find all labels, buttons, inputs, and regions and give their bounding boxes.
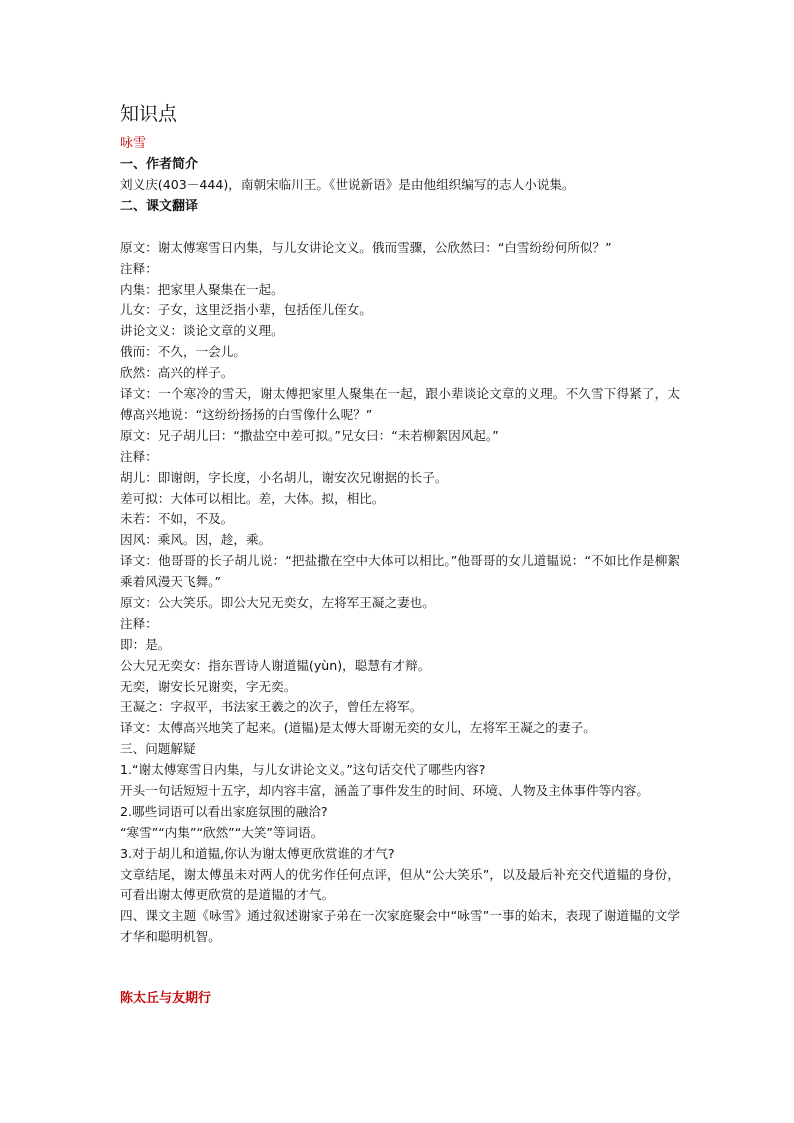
author-intro-text: 刘义庆(403－444)，南朝宋临川王。《世说新语》是由他组织编写的志人小说集。 [120,177,575,192]
question-2: 2.哪些词语可以看出家庭氛围的融洽? [120,803,328,819]
note-item: 欣然：高兴的样子。 [120,365,234,381]
note-item: 公大兄无奕女：指东晋诗人谢道韫(yùn)，聪慧有才辩。 [120,657,431,673]
heading-questions: 三、问题解疑 [120,741,196,757]
answer-3: 文章结尾，谢太傅虽未对两人的优劣作任何点评，但从“公大笑乐”，以及最后补充交代道韫的身份，可看出谢太傅更欣赏的是道韫的才气。 [120,866,680,903]
section-yongxue [120,133,680,948]
page-title: 知识点 [120,103,178,125]
section-title-chentaiqiu: 陈太丘与友期行 [120,991,212,1006]
answer-1: 开头一句话短短十五字，却内容丰富，涵盖了事件发生的时间、环境、人物及主体事件等内容。 [120,783,649,798]
translation-text-3: 译文：太傅高兴地笑了起来。(道韫)是太傅大哥谢无奕的女儿，左将军王凝之的妻子。 [120,720,596,736]
note-item: 王凝之：字叔平，书法家王羲之的次子，曾任左将军。 [120,699,423,715]
note-item: 胡儿：即谢朗，字长度，小名胡儿，谢安次兄谢据的长子。 [120,469,448,485]
original-text-2: 原文：兄子胡儿曰：“撒盐空中差可拟。”兄女曰：“未若柳絮因风起。” [120,427,499,443]
note-item: 即：是。 [120,636,171,652]
theme-text: 四、课文主题《咏雪》通过叙述谢家子弟在一次家庭聚会中“咏雪”一事的始末，表现了谢道韫的文学才华和聪明机智。 [120,908,680,945]
translation-text-2: 译文：他哥哥的长子胡儿说：“把盐撒在空中大体可以相比。”他哥哥的女儿道韫说：“不如比作是柳絮乘着风漫天飞舞。” [120,553,680,590]
note-item: 儿女：子女，这里泛指小辈，包括侄儿侄女。 [120,302,372,318]
section-title-yongxue: 咏雪 [120,136,147,151]
note-label-3: 注释： [120,615,158,631]
note-item: 因风：乘风。因，趁，乘。 [120,532,272,548]
note-item: 差可拟：大体可以相比。差，大体。拟，相比。 [120,490,385,506]
note-item: 讲论文义：谈论文章的义理。 [120,323,284,339]
original-text-3: 原文：公大笑乐。即公大兄无奕女，左将军王凝之妻也。 [120,594,435,610]
note-label-1: 注释： [120,260,158,276]
answer-2: “寒雪”“内集”“欣然”“大笑”等词语。 [120,824,324,840]
heading-author-intro: 一、作者简介 [120,157,199,172]
translation-text-1: 译文：一个寒冷的雪天，谢太傅把家里人聚集在一起，跟小辈谈论文章的义理。不久雪下得紧了，太傅高兴地说：“这纷纷扬扬的白雪像什么呢？” [120,386,680,422]
blank-line [120,217,680,238]
heading-translation: 二、课文翻译 [120,198,199,214]
question-3: 3.对于胡儿和道韫,你认为谢太傅更欣赏谁的才气? [120,845,395,861]
note-item: 俄而：不久，一会儿。 [120,344,246,360]
question-1: 1.“谢太傅寒雪日内集，与儿女讲论文义。”这句话交代了哪些内容? [120,762,486,778]
note-item: 内集：把家里人聚集在一起。 [120,281,284,297]
note-item: 未若：不如，不及。 [120,511,234,527]
note-item: 无奕，谢安长兄谢奕，字无奕。 [120,678,297,694]
note-label-2: 注释： [120,448,158,464]
original-text-1: 原文：谢太傅寒雪日内集，与儿女讲论文义。俄而雪骤，公欣然曰：“白雪纷纷何所似？” [120,239,612,255]
